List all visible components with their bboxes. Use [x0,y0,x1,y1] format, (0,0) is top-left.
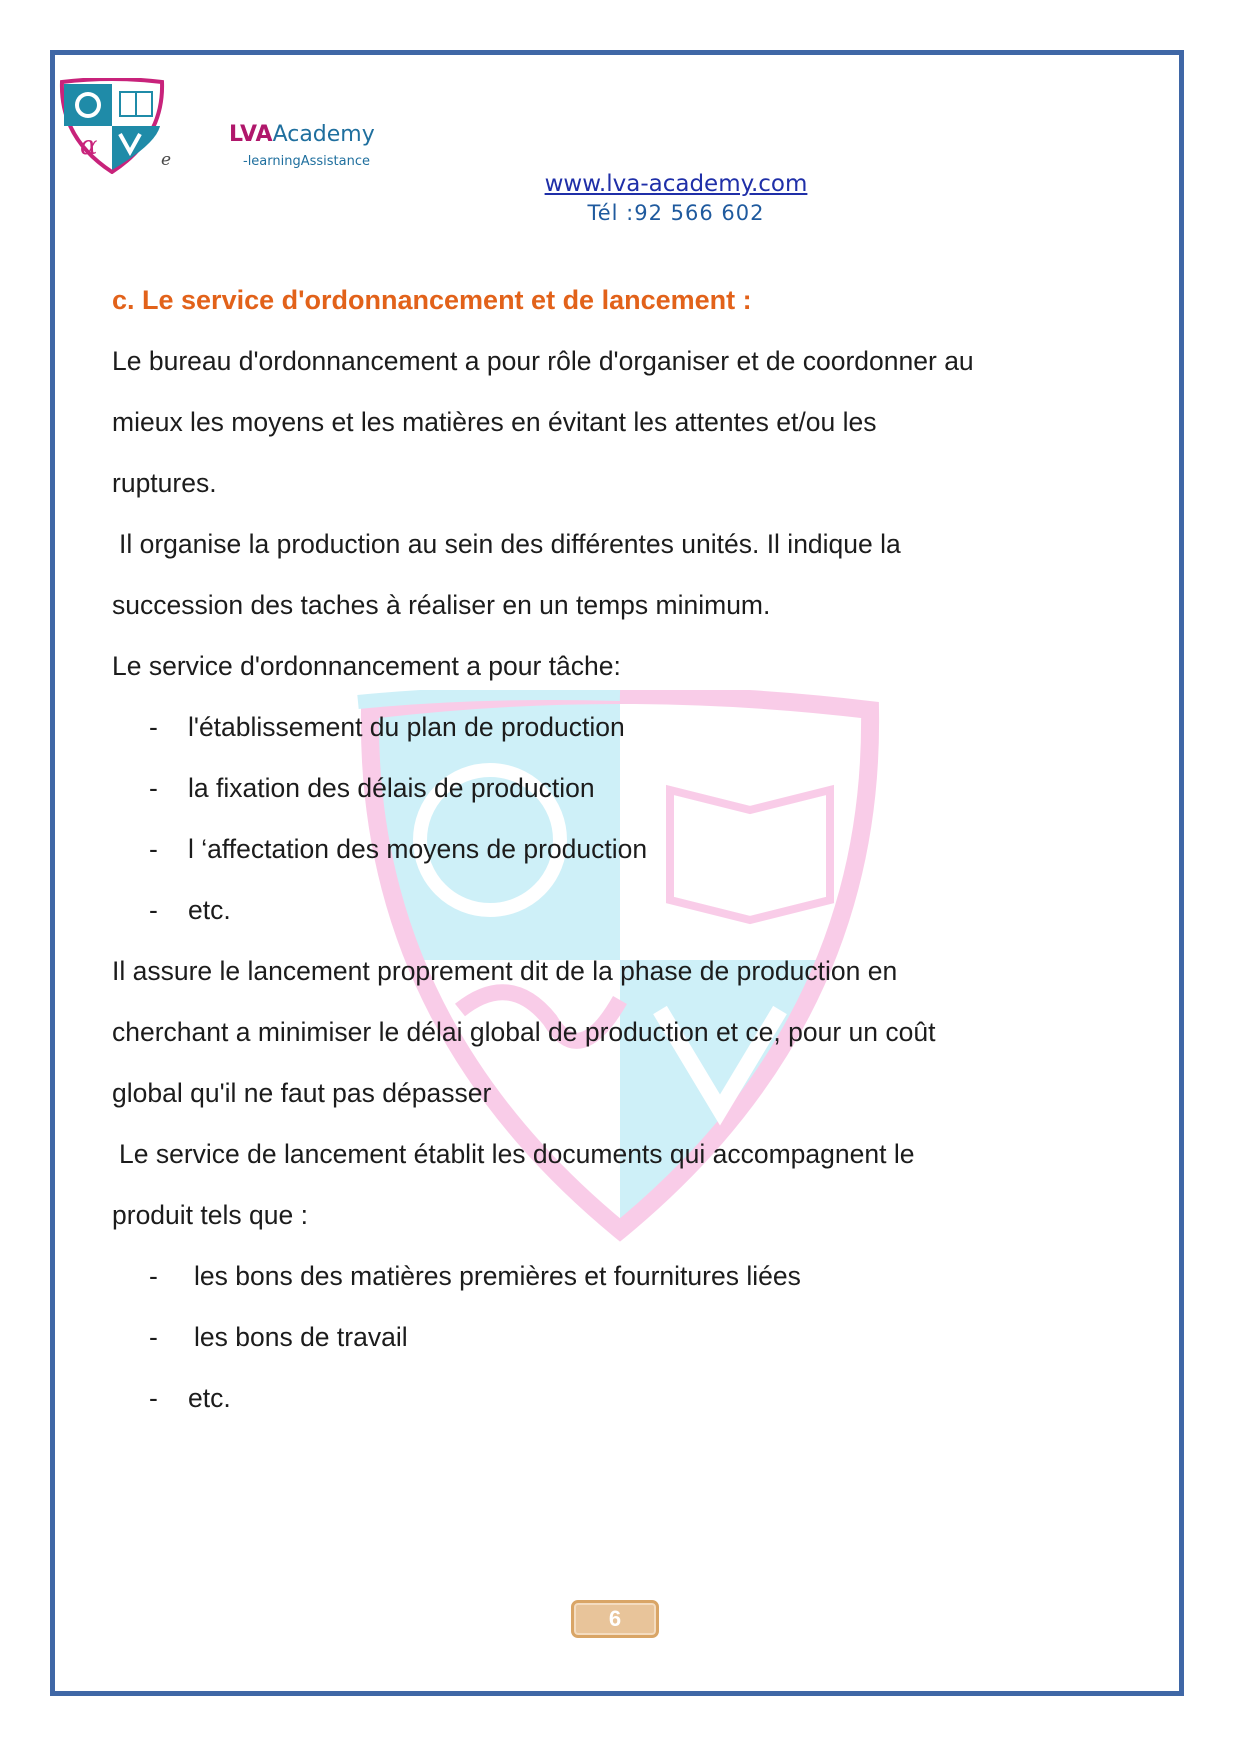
list-item [112,1246,1122,1307]
list-item-text: l'établissement du plan de production [188,712,625,742]
bullet-dash: - [149,1383,158,1413]
list-item-text: etc. [188,1383,231,1413]
list-item-text: l ‘affectation des moyens de production [188,834,648,864]
list-item [112,1307,1122,1368]
paragraph-line: global qu'il ne faut pas dépasser [112,1078,492,1108]
paragraph-line: succession des taches à réaliser en un temps minimum. [112,590,771,620]
svg-text:α: α [80,131,98,161]
logo-e-mark: e [161,150,172,170]
paragraph-line: Il organise la production au sein des différentes unités. Il indique la [119,529,901,559]
page-number: 6 [571,1600,659,1638]
bullet-dash: - [149,1322,158,1352]
brand-suffix: Academy [272,122,375,147]
list-item [112,697,1122,758]
website-link[interactable]: www.lva-academy.com [544,171,808,197]
paragraph-line: mieux les moyens et les matières en évitant les attentes et/ou les [112,407,877,437]
bullet-dash: - [149,1261,158,1291]
document-body [112,270,1122,1429]
list-item-text: la fixation des délais de production [188,773,595,803]
paragraph-line: Le bureau d'ordonnancement a pour rôle d'organiser et de coordonner au [112,346,974,376]
list-item [112,819,1122,880]
brand-name [229,122,375,148]
paragraph-line: ruptures. [112,468,217,498]
document-list [112,1246,1122,1429]
brand-tagline: -learningAssistance [243,154,370,169]
academy-logo [58,78,166,174]
paragraph-line: cherchant a minimiser le délai global de production et ce, pour un coût [112,1017,936,1047]
list-item [112,1368,1122,1429]
brand-prefix: LVA [229,122,273,147]
paragraph-line: Le service d'ordonnancement a pour tâche: [112,651,621,681]
bullet-dash: - [149,712,158,742]
list-item [112,880,1122,941]
paragraph-line: Il assure le lancement proprement dit de la phase de production en [112,956,898,986]
task-list [112,697,1122,941]
list-item [112,758,1122,819]
list-item-text: les bons des matières premières et fournitures liées [194,1261,801,1291]
section-heading: c. Le service d'ordonnancement et de lancement : [112,285,752,315]
paragraph-line: produit tels que : [112,1200,308,1230]
bullet-dash: - [149,895,158,925]
phone-number: Tél :92 566 602 [587,201,765,225]
bullet-dash: - [149,834,158,864]
bullet-dash: - [149,773,158,803]
list-item-text: les bons de travail [194,1322,408,1352]
paragraph-line: Le service de lancement établit les documents qui accompagnent le [119,1139,915,1169]
list-item-text: etc. [188,895,231,925]
